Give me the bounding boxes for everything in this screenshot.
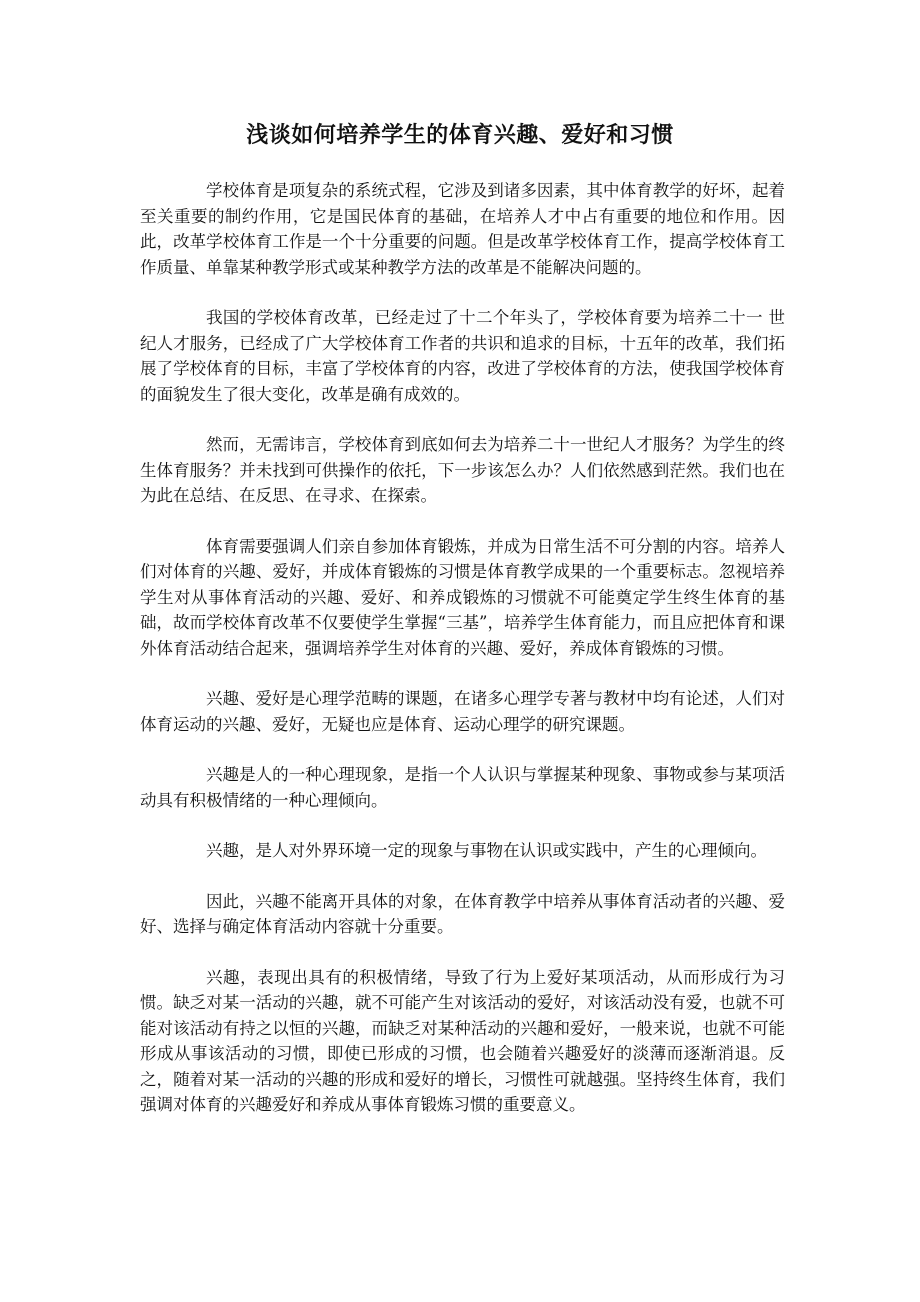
paragraph-9: 兴趣，表现出具有的积极情绪，导致了行为上爱好某项活动，从而形成行为习惯。缺乏对某一活动的兴趣，就不可能产生对该活动的爱好，对该活动没有爱，也就不可能对该活动有持之以恒的兴趣，而缺乏对某种活动的兴趣和爱好，一般来说，也就不可能形成从事该活动的习惯，即使已形成的习惯，也会随着兴趣爱好的淡薄而逐渐消退。反之，随着对某一活动的兴趣的形成和爱好的增长，习惯性可就越强。坚持终生体育，我们强调对体育的兴趣爱好和养成从事体育锻炼习惯的重要意义。	[140, 967, 785, 1114]
paragraph-3: 然而，无需讳言，学校体育到底如何去为培养二十一世纪人才服务？为学生的终生体育服务？并未找到可供操作的依托，下一步该怎么办？人们依然感到茫然。我们也在为此在总结、在反思、在寻求、在探索。	[140, 435, 785, 505]
paragraph-5: 兴趣、爱好是心理学范畴的课题，在诸多心理学专著与教材中均有论述，人们对体育运动的兴趣、爱好，无疑也应是体育、运动心理学的研究课题。	[140, 689, 785, 734]
paragraph-7: 兴趣，是人对外界环境一定的现象与事物在认识或实践中，产生的心理倾向。	[206, 841, 767, 860]
paragraph-1: 学校体育是项复杂的系统式程，它涉及到诸多因素，其中体育教学的好坏，起着至关重要的制约作用，它是国民体育的基础，在培养人才中占有重要的地位和作用。因此，改革学校体育工作是一个十分重要的问题。但是改革学校体育工作，提高学校体育工作质量、单靠某种教学形式或某种教学方法的改革是不能解决问题的。	[140, 181, 785, 277]
paragraph-8: 因此，兴趣不能离开具体的对象，在体育教学中培养从事体育活动者的兴趣、爱好、选择与确定体育活动内容就十分重要。	[140, 891, 785, 936]
document-body	[140, 178, 785, 1143]
paragraph-4: 体育需要强调人们亲自参加体育锻炼，并成为日常生活不可分割的内容。培养人们对体育的兴趣、爱好，并成体育锻炼的习惯是体育教学成果的一个重要标志。忽视培养学生对从事体育活动的兴趣、爱好、和养成锻炼的习惯就不可能奠定学生终生体育的基础，故而学校体育改革不仅要使学生掌握“三基”，培养学生体育能力，而且应把体育和课外体育活动结合起来，强调培养学生对体育的兴趣、爱好，养成体育锻炼的习惯。	[140, 536, 785, 658]
paragraph-2: 我国的学校体育改革，已经走过了十二个年头了，学校体育要为培养二十一 世纪人才服务，已经成了广大学校体育工作者的共识和追求的目标，十五年的改革，我们拓展了学校体育的目标，丰富了学校体育的内容，改进了学校体育的方法，使我国学校体育的面貌发生了很大变化，改革是确有成效的。	[140, 308, 785, 404]
paragraph-6: 兴趣是人的一种心理现象，是指一个人认识与掌握某种现象、事物或参与某项活动具有积极情绪的一种心理倾向。	[140, 765, 785, 810]
document-title: 浅谈如何培养学生的体育兴趣、爱好和习惯	[246, 123, 674, 148]
